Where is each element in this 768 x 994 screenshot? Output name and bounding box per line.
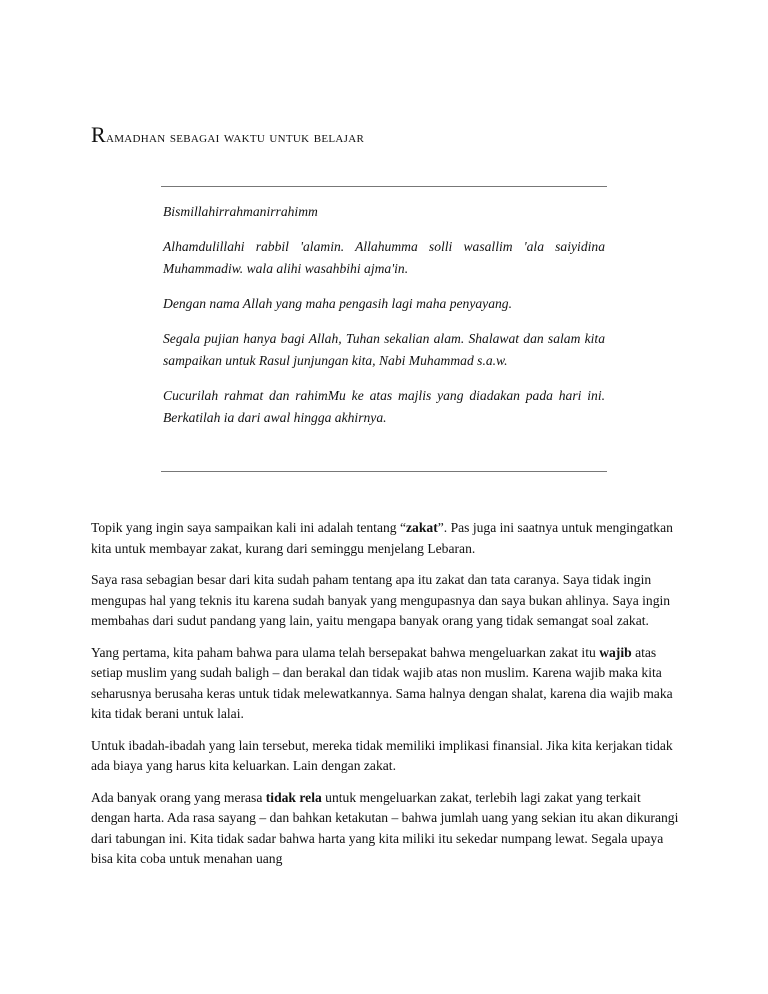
page-title bbox=[91, 122, 364, 148]
paragraph-1 bbox=[91, 518, 681, 559]
p5-text-c: untuk mengeluarkan zakat, terlebih lagi zakat yang terkait dengan harta. Ada rasa sayang – dan bahkan ketakutan – bahwa jumlah uang yang sekian itu akan dikurangi dari tabungan ini. Kita tidak sadar bahwa harta yang kita miliki itu sekedar numpang lewat. Segala upaya bisa kita coba untuk menahan uang bbox=[91, 789, 679, 866]
paragraph-4: Untuk ibadah-ibadah yang lain tersebut, mereka tidak memiliki implikasi finansial. Jika kita kerjakan tidak ada biaya yang harus kita keluarkan. Lain dengan zakat. bbox=[91, 737, 673, 773]
title-rest: amadhan sebagai waktu untuk belajar bbox=[105, 129, 365, 146]
opening-line: Dengan nama Allah yang maha pengasih lagi maha penyayang. bbox=[163, 296, 512, 311]
body-text bbox=[91, 518, 681, 881]
opening-quote-block bbox=[161, 186, 607, 472]
p5-text-a: Ada banyak orang yang merasa bbox=[91, 789, 266, 805]
p1-text-a: Topik yang ingin saya sampaikan kali ini adalah tentang “ bbox=[91, 520, 407, 535]
p5-bold: tidak rela bbox=[265, 789, 322, 805]
paragraph-3 bbox=[91, 643, 681, 725]
title-initial: R bbox=[91, 122, 106, 147]
opening-line: Alhamdulillahi rabbil 'alamin. Allahumma solli wasallim 'ala saiyidina Muhammadiw. wala alihi wasahbihi ajma'in. bbox=[163, 239, 605, 276]
paragraph-5 bbox=[91, 788, 681, 870]
p1-bold: zakat bbox=[406, 520, 438, 535]
p1-text-c: ”. Pas juga ini saatnya untuk mengingatkan kita untuk membayar zakat, kurang dari seminggu menjelang Lebaran. bbox=[91, 520, 673, 556]
opening-line: Segala pujian hanya bagi Allah, Tuhan sekalian alam. Shalawat dan salam kita sampaikan untuk Rasul junjungan kita, Nabi Muhammad s.a.w. bbox=[163, 331, 605, 368]
opening-line: Cucurilah rahmat dan rahimMu ke atas majlis yang diadakan pada hari ini. Berkatilah ia dari awal hingga akhirnya. bbox=[163, 388, 605, 425]
paragraph-2: Saya rasa sebagian besar dari kita sudah paham tentang apa itu zakat dan tata caranya. Saya tidak ingin mengupas hal yang teknis itu karena sudah banyak yang mengupasnya dan saya bukan ahlinya. Saya ingin membahas dari sudut pandang yang lain, yaitu mengapa banyak orang yang tidak semangat soal zakat. bbox=[91, 572, 671, 628]
opening-line: Bismillahirrahmanirrahimm bbox=[163, 204, 318, 219]
p3-bold: wajib bbox=[599, 644, 632, 660]
p3-text-c: atas setiap muslim yang sudah baligh – dan berakal dan tidak wajib atas non muslim. Karena wajib maka kita seharusnya berusaha keras untuk tidak melewatkannya. Sama halnya dengan shalat, karena dia wajib maka kita tidak berani untuk lalai. bbox=[91, 644, 673, 721]
p3-text-a: Yang pertama, kita paham bahwa para ulama telah bersepakat bahwa mengeluarkan zakat itu bbox=[91, 644, 600, 660]
